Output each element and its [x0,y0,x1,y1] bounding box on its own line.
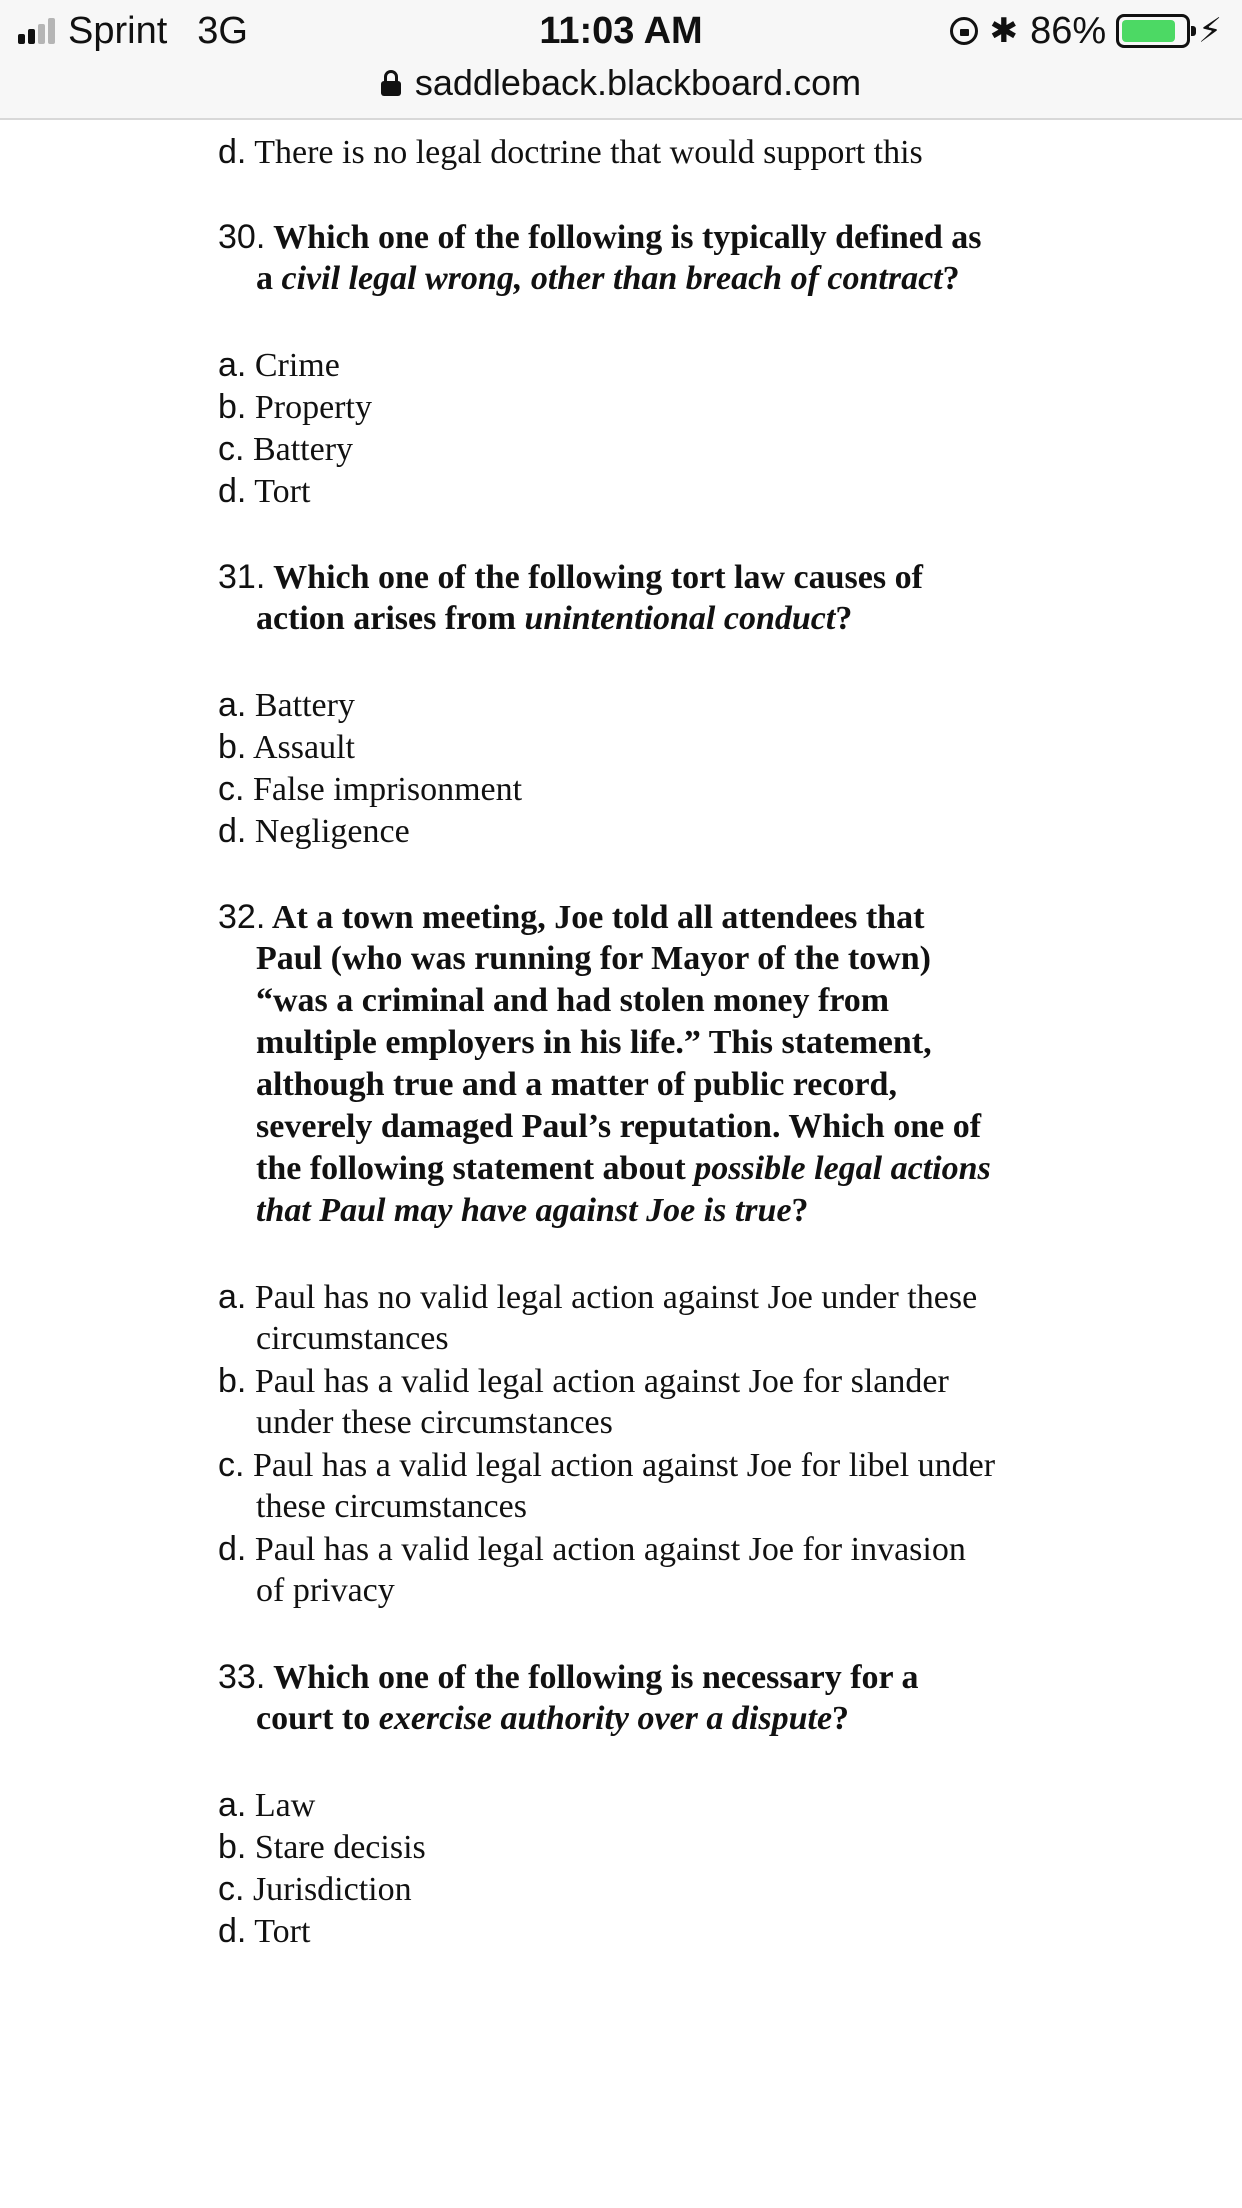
answer-letter: a. [218,346,247,384]
q33-answer-b [218,1826,426,1870]
signal-bar [38,24,45,44]
answer-text: Battery [252,431,354,468]
question-number: 32. [218,898,266,936]
answer-text: Negligence [254,813,410,850]
answer-letter: d. [218,1530,247,1568]
question-number: 30. [218,218,266,256]
answer-text: Stare decisis [254,1829,426,1866]
question-32-line-7 [256,1148,991,1191]
question-32-line-8 [256,1190,809,1233]
question-32-line-2: Paul (who was running for Mayor of the town) [256,940,931,977]
answer-letter: d. [218,1912,247,1950]
answer-letter: d. [218,472,247,510]
q30-answer-b [218,386,372,430]
question-text: action arises from [256,600,525,637]
status-left [18,8,248,54]
answer-letter: b. [218,728,247,766]
battery-fill [1122,20,1175,42]
answer-letter: a. [218,1786,247,1824]
q32-answer-b-line-1 [218,1360,949,1404]
question-number: 33. [218,1658,266,1696]
question-mark: ? [942,260,960,297]
url-domain[interactable]: saddleback.blackboard.com [414,62,862,103]
question-number: 31. [218,558,266,596]
answer-letter: a. [218,686,247,724]
answer-text: Tort [254,1913,311,1950]
answer-text: False imprisonment [252,771,523,808]
answer-text: Crime [254,347,340,384]
question-text: the following statement about [256,1150,695,1187]
question-mark: ? [835,600,853,637]
answer-letter: b. [218,1362,247,1400]
question-32-line-5: although true and a matter of public record, [256,1066,897,1103]
signal-strength-icon [18,18,58,44]
charging-bolt-icon: ⚡ [1198,11,1222,51]
question-text: Which one of the following tort law causes of [273,559,923,596]
q32-answer-a-line-2: circumstances [256,1320,449,1357]
question-emphasis: that Paul may have against Joe is true [256,1192,792,1229]
answer-text: Paul has a valid legal action against Joe for invasion [254,1531,966,1568]
question-text: court to [256,1700,379,1737]
address-bar[interactable] [0,58,1242,108]
question-30-line-2 [256,258,960,301]
q33-answer-d [218,1910,310,1954]
answer-text: Law [254,1787,316,1824]
q31-answer-d [218,810,410,854]
q32-answer-b-line-2: under these circumstances [256,1404,613,1441]
question-32-line-6: severely damaged Paul’s reputation. Which one of [256,1108,982,1145]
question-32-line-4: multiple employers in his life.” This statement, [256,1024,932,1061]
question-31-line-2 [256,598,852,641]
padlock-icon [381,70,401,96]
battery-percent: 86% [1030,9,1107,52]
answer-text: Assault [252,729,355,766]
answer-letter: c. [218,1446,245,1484]
signal-bar [18,34,25,44]
battery-icon [1116,14,1190,48]
q31-answer-b [218,726,355,770]
network-type: 3G [197,9,248,52]
q30-answer-a [218,344,340,388]
question-text: Which one of the following is typically defined as [273,219,982,256]
q33-answer-c [218,1868,412,1912]
question-mark: ? [791,1192,809,1229]
answer-text: Tort [254,473,311,510]
question-emphasis: civil legal wrong, other than breach of contract [281,260,943,297]
q32-answer-d-line-2: of privacy [256,1572,395,1609]
question-emphasis: possible legal actions [694,1150,991,1187]
answer-d-previous [218,131,923,175]
answer-letter: a. [218,1278,247,1316]
question-32-line-1 [218,896,924,940]
answer-letter: c. [218,770,245,808]
browser-top-bar [0,0,1242,120]
status-right [950,8,1222,54]
question-text: Which one of the following is necessary for a [273,1659,919,1696]
answer-text: Battery [254,687,355,724]
q30-answer-d [218,470,310,514]
question-mark: ? [832,1700,850,1737]
question-emphasis: unintentional conduct [524,600,836,637]
q33-answer-a [218,1784,315,1828]
signal-bar [48,18,55,44]
answer-text: Jurisdiction [252,1871,412,1908]
answer-letter: c. [218,1870,245,1908]
bluetooth-icon: ✱ [989,11,1019,51]
answer-text: There is no legal doctrine that would support this [254,134,923,171]
signal-bar [28,29,35,44]
question-33-line-1 [218,1656,919,1700]
answer-text: Paul has no valid legal action against Joe under these [254,1279,978,1316]
q32-answer-c-line-1 [218,1444,995,1488]
answer-letter: b. [218,1828,247,1866]
answer-letter: c. [218,430,245,468]
q31-answer-a [218,684,355,728]
question-32-line-3: “was a criminal and had stolen money from [256,982,890,1019]
answer-text: Paul has a valid legal action against Joe for slander [254,1363,949,1400]
answer-text: Property [254,389,372,426]
question-31-line-1 [218,556,923,600]
orientation-lock-icon [950,17,978,45]
q32-answer-c-line-2: these circumstances [256,1488,527,1525]
answer-letter: d. [218,812,247,850]
q31-answer-c [218,768,522,812]
question-emphasis: exercise authority over a dispute [378,1700,833,1737]
answer-text: Paul has a valid legal action against Joe for libel under [252,1447,996,1484]
answer-letter: b. [218,388,247,426]
question-text: At a town meeting, Joe told all attendees that [271,899,925,936]
question-30-line-1 [218,216,982,260]
q32-answer-a-line-1 [218,1276,977,1320]
q30-answer-c [218,428,353,472]
question-33-line-2 [256,1698,849,1741]
status-time: 11:03 AM [539,10,703,52]
answer-letter: d. [218,133,247,171]
question-text: a [256,260,282,297]
carrier-name: Sprint [68,9,168,52]
q32-answer-d-line-1 [218,1528,966,1572]
